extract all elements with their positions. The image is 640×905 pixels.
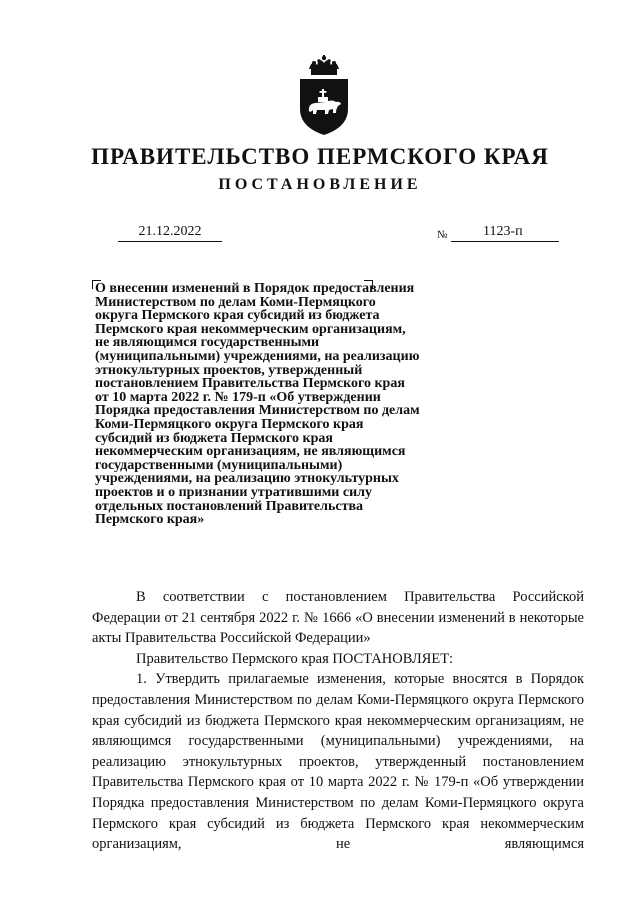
subject-line: проектов и о признании утратившими силу (95, 484, 373, 500)
government-title: ПРАВИТЕЛЬСТВО ПЕРМСКОГО КРАЯ (91, 144, 549, 169)
subject-line: (муниципальными) учреждениями, на реализацию (95, 348, 420, 364)
decree-date: 21.12.2022 (118, 224, 222, 242)
subject-line: Министерством по делам Коми-Пермяцкого (95, 294, 376, 310)
subject-line: учреждениями, на реализацию этнокультурных (95, 471, 399, 487)
decree-body (92, 587, 584, 855)
subject-line: отдельных постановлений Правительства (95, 498, 364, 514)
subject-line: Пермского края некоммерческим организациям, (95, 321, 406, 337)
subject-line: О внесении изменений в Порядок предоставления (95, 281, 415, 296)
number-sign: № (437, 229, 448, 241)
resolution-paragraph: Правительство Пермского края ПОСТАНОВЛЯЕТ: (136, 650, 454, 667)
decree-subject (95, 282, 465, 527)
subject-line: постановлением Правительства Пермского края (95, 376, 405, 392)
document-type-title: ПОСТАНОВЛЕНИЕ (218, 176, 422, 193)
decree-number: 1123-п (451, 224, 559, 242)
subject-line: Пермского края» (95, 512, 205, 528)
subject-line: округа Пермского края субсидий из бюджета (95, 308, 380, 324)
subject-line: от 10 марта 2022 г. № 179-п «Об утверждении (95, 389, 381, 405)
item-1-paragraph: 1. Утвердить прилагаемые изменения, которые вносятся в Порядок предоставления Министерством по делам Коми-Пермяцкого округа Пермского края субсидий из бюджета Пермского края некоммерческим организациям, не являющимся государственными (муниципальными) учреждениями, на реализацию этнокультурных проектов, утвержденный постановлением Правительства Пермского края от 10 марта 2022 г. № 179-п «Об утверждении Порядка предоставления Министерством по делам Коми-Пермяцкого округа Пермского края субсидий из бюджета Пермского края некоммерческим организациям, не являющимся (92, 671, 584, 853)
subject-line: не являющимся государственными (95, 335, 320, 351)
coat-of-arms-icon (294, 55, 354, 137)
subject-line: Коми-Пермяцкого округа Пермского края (95, 416, 364, 432)
subject-line: субсидий из бюджета Пермского края (95, 430, 333, 446)
subject-line: некоммерческим организациям, не являющимся (95, 444, 406, 460)
subject-line: государственными (муниципальными) (95, 457, 343, 473)
subject-line: этнокультурных проектов, утвержденный (95, 362, 363, 378)
subject-line: Порядка предоставления Министерством по делам (95, 403, 420, 419)
preamble-paragraph: В соответствии с постановлением Правительства Российской Федерации от 21 сентября 2022 г. № 1666 «О внесении изменений в некоторые акты Правительства Российской Федерации» (92, 589, 584, 647)
